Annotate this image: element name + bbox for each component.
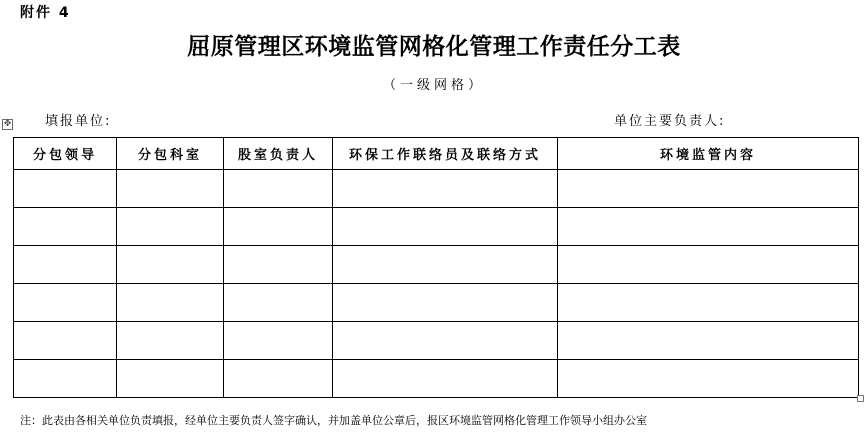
table-cell[interactable] [558, 360, 859, 398]
table-cell[interactable] [558, 208, 859, 246]
table-cell[interactable] [558, 322, 859, 360]
table-row [14, 322, 859, 360]
table-cell[interactable] [558, 284, 859, 322]
table-row [14, 208, 859, 246]
table-cell[interactable] [14, 170, 117, 208]
table-row [14, 170, 859, 208]
table-cell[interactable] [558, 170, 859, 208]
column-header-leader: 分包领导 [14, 138, 117, 170]
table-cell[interactable] [333, 284, 558, 322]
table-cell[interactable] [333, 208, 558, 246]
column-header-department: 分包科室 [117, 138, 224, 170]
move-icon[interactable]: ✥ [3, 119, 12, 129]
table-cell[interactable] [224, 170, 333, 208]
table-row [14, 246, 859, 284]
table-cell[interactable] [117, 284, 224, 322]
table-cell[interactable] [558, 246, 859, 284]
table-cell[interactable] [224, 322, 333, 360]
table-cell[interactable] [14, 360, 117, 398]
table-cell[interactable] [117, 208, 224, 246]
table-cell[interactable] [14, 284, 117, 322]
table-cell[interactable] [333, 322, 558, 360]
responsible-person-label: 单位主要负责人: [614, 114, 726, 129]
table-cell[interactable] [333, 246, 558, 284]
table-cell[interactable] [333, 170, 558, 208]
table-row [14, 360, 859, 398]
table-cell[interactable] [14, 322, 117, 360]
table-cell[interactable] [14, 246, 117, 284]
table-cell[interactable] [14, 208, 117, 246]
table-cell[interactable] [117, 322, 224, 360]
fill-unit-label: 填报单位: [45, 114, 112, 129]
column-header-liaison: 环保工作联络员及联络方式 [333, 138, 558, 170]
table-row [14, 284, 859, 322]
page-subtitle: （一级网格） [382, 78, 485, 93]
attachment-label: 附件 4 [20, 5, 71, 21]
responsibility-table [13, 137, 859, 398]
column-header-section-head: 股室负责人 [224, 138, 333, 170]
page-title: 屈原管理区环境监管网格化管理工作责任分工表 [187, 33, 681, 60]
table-cell[interactable] [117, 360, 224, 398]
table-header-row [14, 138, 859, 170]
resize-icon[interactable] [857, 395, 864, 402]
table-cell[interactable] [224, 284, 333, 322]
table-cell[interactable] [224, 360, 333, 398]
table-cell[interactable] [117, 246, 224, 284]
table-cell[interactable] [333, 360, 558, 398]
footer-note: 注：此表由各相关单位负责填报，经单位主要负责人签字确认，并加盖单位公章后，报区环境监管网格化管理工作领导小组办公室 [20, 414, 647, 427]
table-cell[interactable] [224, 208, 333, 246]
table-cell[interactable] [117, 170, 224, 208]
column-header-supervision-content: 环境监管内容 [558, 138, 859, 170]
table-cell[interactable] [224, 246, 333, 284]
